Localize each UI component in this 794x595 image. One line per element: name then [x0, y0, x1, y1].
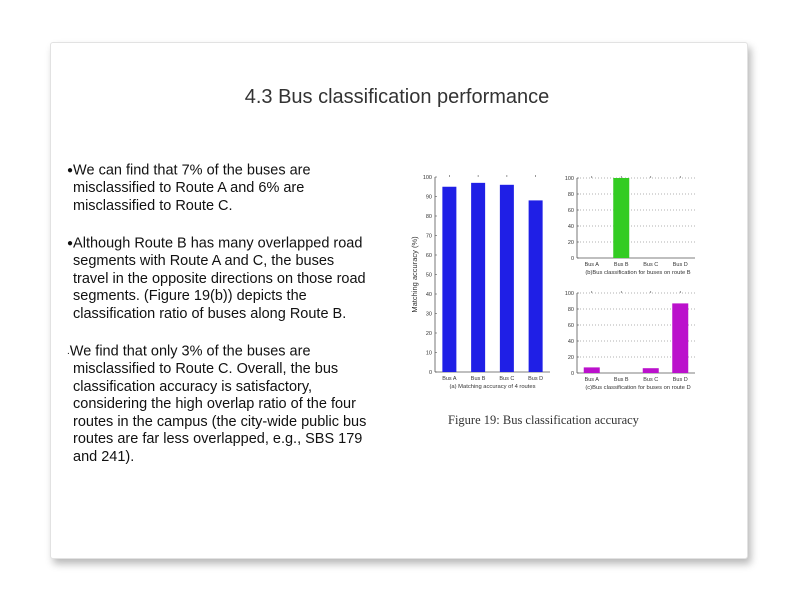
x-tick-label: Bus C [499, 376, 515, 382]
bar-c-4 [672, 303, 688, 373]
x-tick-label: Bus B [613, 377, 629, 383]
bullet-item [67, 235, 373, 323]
y-tick-label: 20 [567, 355, 574, 361]
bar-a-1 [442, 187, 456, 372]
y-tick-label: 90 [425, 194, 432, 201]
y-tick-label: 40 [567, 339, 574, 345]
x-axis-label: (b)Bus classification for buses on route B [585, 270, 691, 276]
bar-c-1 [584, 367, 600, 373]
y-tick-label: 100 [422, 175, 432, 181]
y-tick-label: 40 [425, 292, 432, 298]
bar-a-2 [471, 183, 485, 372]
bar-c-3 [643, 368, 659, 373]
bullet-item [67, 343, 373, 466]
x-axis-label: (c)Bus classification for buses on route D [585, 385, 691, 391]
x-tick-label: Bus B [470, 376, 486, 382]
bar-a-4 [529, 200, 543, 372]
y-tick-label: 20 [567, 240, 574, 246]
figure [405, 165, 705, 410]
y-tick-label: 0 [570, 371, 574, 377]
y-tick-label: 80 [425, 214, 432, 220]
x-tick-label: Bus C [643, 262, 659, 268]
x-tick-label: Bus B [613, 262, 629, 268]
y-tick-label: 60 [567, 323, 574, 329]
bullet-list [67, 162, 373, 486]
x-tick-label: Bus D [672, 262, 688, 268]
y-tick-label: 100 [564, 291, 574, 297]
y-tick-label: 30 [425, 311, 432, 318]
y-tick-label: 60 [425, 253, 432, 259]
x-tick-label: Bus D [528, 376, 544, 382]
x-tick-label: Bus A [584, 377, 599, 383]
y-tick-label: 70 [425, 233, 432, 240]
bullet-dot: . [67, 346, 70, 358]
y-tick-label: 40 [567, 224, 574, 230]
x-tick-label: Bus A [584, 262, 599, 268]
figure-svg [405, 165, 705, 405]
y-tick-label: 20 [425, 331, 432, 337]
bullet-item [67, 162, 373, 215]
figure-caption: Figure 19: Bus classification accuracy [448, 413, 639, 427]
bullet-text: We find that only 3% of the buses are misclassified to Route C. Overall, the bus classification accuracy is satisfactory, considering the high overlap ratio of the four routes in the campus (the city-wide public bus routes are far less overlapped, e.g., SBS 179 and 241). [69, 343, 367, 465]
bullet-dot: ● [67, 238, 74, 250]
y-tick-label: 60 [567, 208, 574, 214]
x-tick-label: Bus D [672, 377, 688, 383]
y-tick-label: 100 [564, 176, 574, 182]
y-tick-label: 80 [567, 192, 574, 198]
slide-title: 4.3 Bus classification performance [244, 86, 550, 108]
y-tick-label: 80 [567, 307, 574, 313]
bar-b-2 [613, 178, 629, 258]
y-tick-label: 50 [425, 272, 432, 279]
x-axis-label: (a) Matching accuracy of 4 routes [449, 384, 536, 390]
y-axis-label: Matching accuracy (%) [410, 236, 419, 313]
bullet-text: We can find that 7% of the buses are misclassified to Route A and 6% are misclassified to Route C. [73, 162, 311, 214]
y-tick-label: 10 [425, 350, 432, 357]
y-tick-label: 0 [428, 370, 432, 376]
bar-a-3 [500, 185, 514, 372]
y-tick-label: 0 [570, 256, 574, 262]
x-tick-label: Bus A [442, 376, 457, 382]
bullet-text: Although Route B has many overlapped road segments with Route A and C, the buses travel in the opposite directions on those road segments. (Figure 19(b)) depicts the classification ratio of buses along Route B. [73, 235, 366, 322]
bullet-dot: ● [67, 165, 74, 176]
x-tick-label: Bus C [643, 377, 659, 383]
